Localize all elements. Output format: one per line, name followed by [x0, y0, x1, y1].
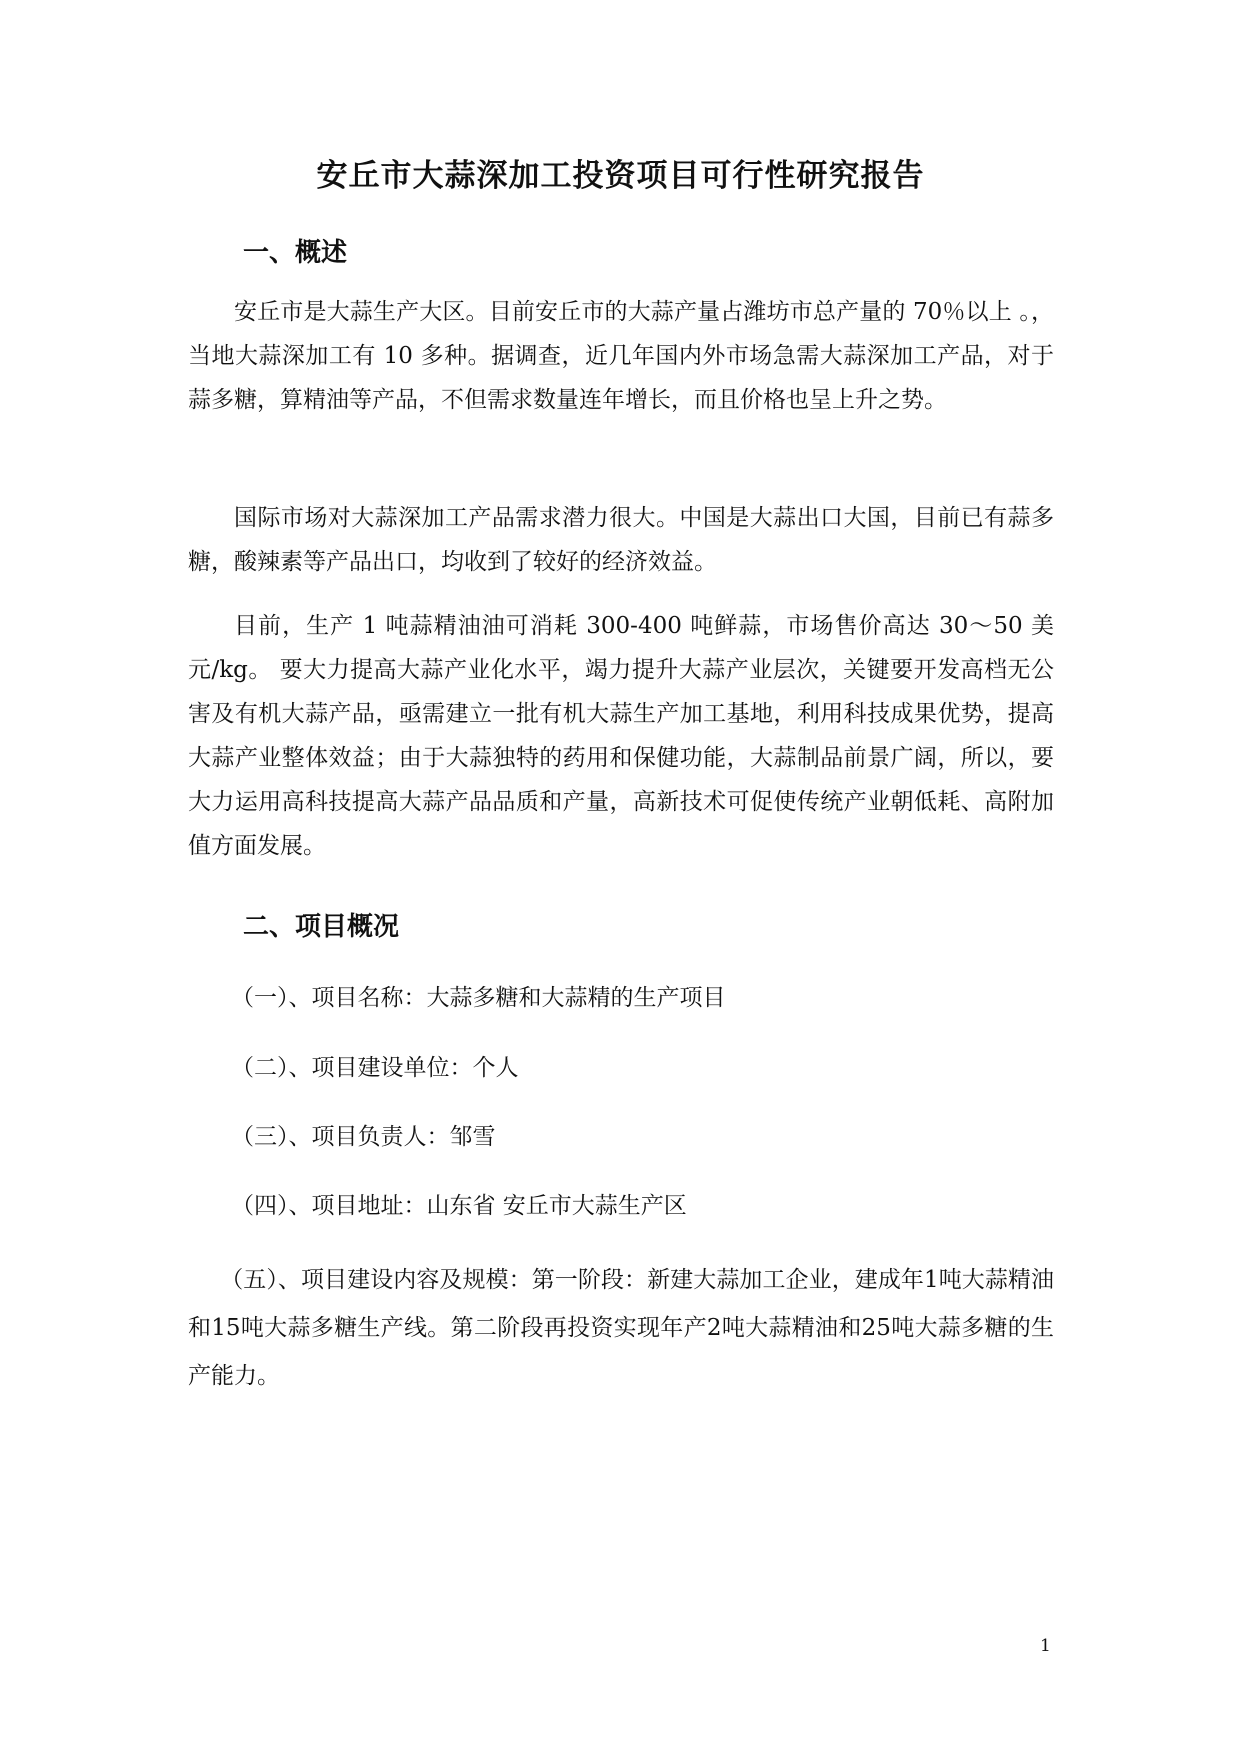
section-heading-project: 二、项目概况	[243, 912, 400, 942]
paragraph-project-scale: （五）、项目建设内容及规模：第一阶段：新建大蒜加工企业，建成年1吨大蒜精油和15吨大蒜多糖生产线。第二阶段再投资实现年产2吨大蒜精油和25吨大蒜多糖的生产能力。	[188, 1267, 1054, 1389]
document-title: 安丘市大蒜深加工投资项目可行性研究报告	[316, 158, 925, 194]
paragraph-overview-2: 国际市场对大蒜深加工产品需求潜力很大。中国是大蒜出口大国，目前已有蒜多糖，酸辣素等产品出口，均收到了较好的经济效益。	[188, 505, 1054, 575]
section-heading-overview: 一、概述	[243, 238, 348, 268]
paragraph-overview-3: 目前，生产 1 吨蒜精油油可消耗 300-400 吨鲜蒜，市场售价高达 30～50 美元/kg。 要大力提高大蒜产业化水平，竭力提升大蒜产业层次，关键要开发高档无公害及有机大蒜产品，亟需建立一批有机大蒜生产加工基地，利用科技成果优势，提高大蒜产业整体效益；由于大蒜独特的药用和保健功能，大蒜制品前景广阔，所以，要大力运用高科技提高大蒜产品品质和产量，高新技术可促使传统产业朝低耗、高附加值方面发展。	[188, 613, 1054, 859]
paragraph-overview-1: 安丘市是大蒜生产大区。目前安丘市的大蒜产量占潍坊市总产量的 70％以上 。，当地大蒜深加工有 10 多种。据调查，近几年国内外市场急需大蒜深加工产品，对于蒜多糖，算精油等产品，不但需求数量连年增长，而且价格也呈上升之势。	[188, 299, 1054, 413]
project-item-address: （四）、项目地址：山东省 安丘市大蒜生产区	[231, 1193, 687, 1219]
project-item-name: （一）、项目名称：大蒜多糖和大蒜精的生产项目	[231, 985, 726, 1011]
project-item-leader: （三）、项目负责人：邹雪	[231, 1124, 496, 1150]
project-item-unit: （二）、项目建设单位：个人	[231, 1055, 519, 1081]
page-number: 1	[1040, 1636, 1051, 1656]
